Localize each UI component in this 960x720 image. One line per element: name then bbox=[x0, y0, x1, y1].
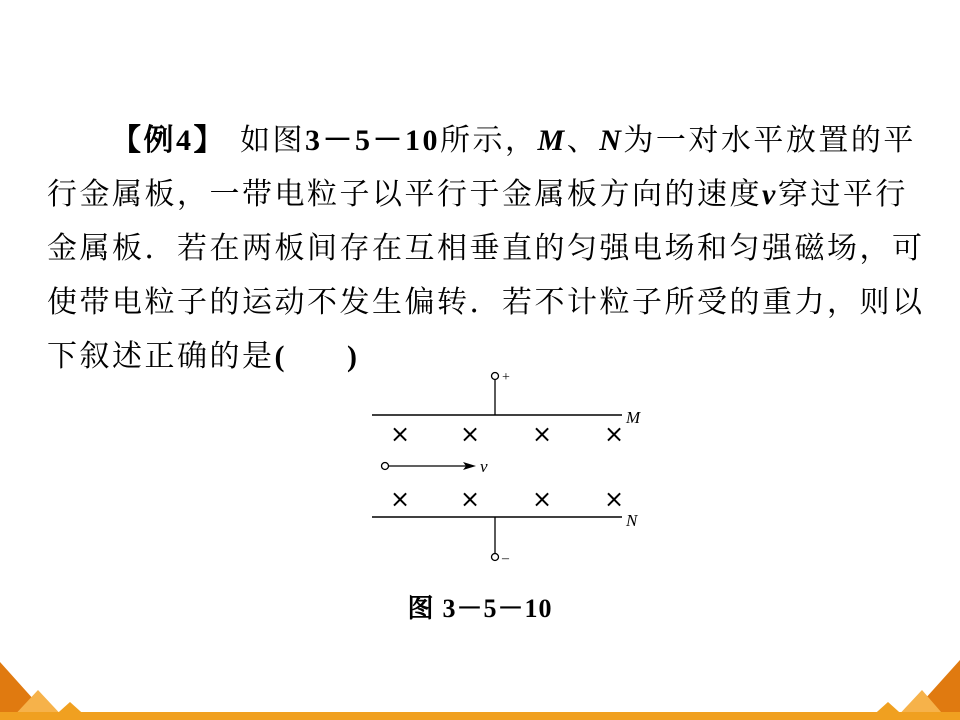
answer-paren-close: ) bbox=[347, 340, 360, 373]
plate-n-ref: N bbox=[599, 124, 624, 157]
caption-prefix: 图 bbox=[407, 594, 435, 624]
field-cross: × bbox=[531, 485, 553, 513]
parallel-plates-figure bbox=[360, 362, 680, 572]
top-terminal bbox=[492, 373, 499, 380]
example-tag: 【例4】 bbox=[111, 124, 226, 157]
field-cross: × bbox=[603, 485, 625, 513]
bottom-terminal bbox=[492, 554, 499, 561]
line2-text-a: 行金属板，一带电粒子以平行于金属板方向的速度 bbox=[47, 177, 762, 212]
figure-reference: 3－5－10 bbox=[305, 124, 440, 157]
line5-text: 下叙述正确的是 bbox=[47, 339, 275, 374]
plate-n-label: N bbox=[626, 511, 638, 530]
corner-decoration-left bbox=[0, 650, 110, 720]
charged-particle bbox=[382, 463, 389, 470]
bottom-accent-bar bbox=[0, 712, 960, 720]
question-line-3: 金属板．若在两板间存在互相垂直的匀强电场和匀强磁场，可 bbox=[47, 231, 925, 266]
plus-label: + bbox=[502, 370, 510, 385]
field-cross: × bbox=[389, 420, 411, 448]
field-cross: × bbox=[531, 420, 553, 448]
minus-label: – bbox=[502, 551, 509, 566]
line1-sep: 、 bbox=[566, 123, 600, 158]
plate-m-label: M bbox=[626, 408, 641, 427]
corner-decoration-right bbox=[850, 650, 960, 720]
velocity-label: v bbox=[480, 457, 488, 476]
field-cross: × bbox=[459, 420, 481, 448]
velocity-symbol: v bbox=[762, 178, 778, 211]
question-line-1 bbox=[47, 115, 917, 167]
answer-paren-open: ( bbox=[274, 340, 287, 373]
line1-text-b: 所示， bbox=[440, 123, 538, 158]
caption-number: 3－5－10 bbox=[442, 594, 553, 623]
field-cross: × bbox=[389, 485, 411, 513]
field-cross: × bbox=[603, 420, 625, 448]
question-line-2 bbox=[47, 169, 917, 221]
plate-m-ref: M bbox=[537, 124, 567, 157]
question-line-4: 使带电粒子的运动不发生偏转．若不计粒子所受的重力，则以 bbox=[47, 285, 925, 320]
line1-text-a: 如图 bbox=[240, 123, 305, 158]
figure-caption bbox=[0, 588, 960, 625]
field-cross: × bbox=[459, 485, 481, 513]
line2-text-b: 穿过平行 bbox=[777, 177, 908, 212]
line1-text-c: 为一对水平放置的平 bbox=[623, 123, 916, 158]
